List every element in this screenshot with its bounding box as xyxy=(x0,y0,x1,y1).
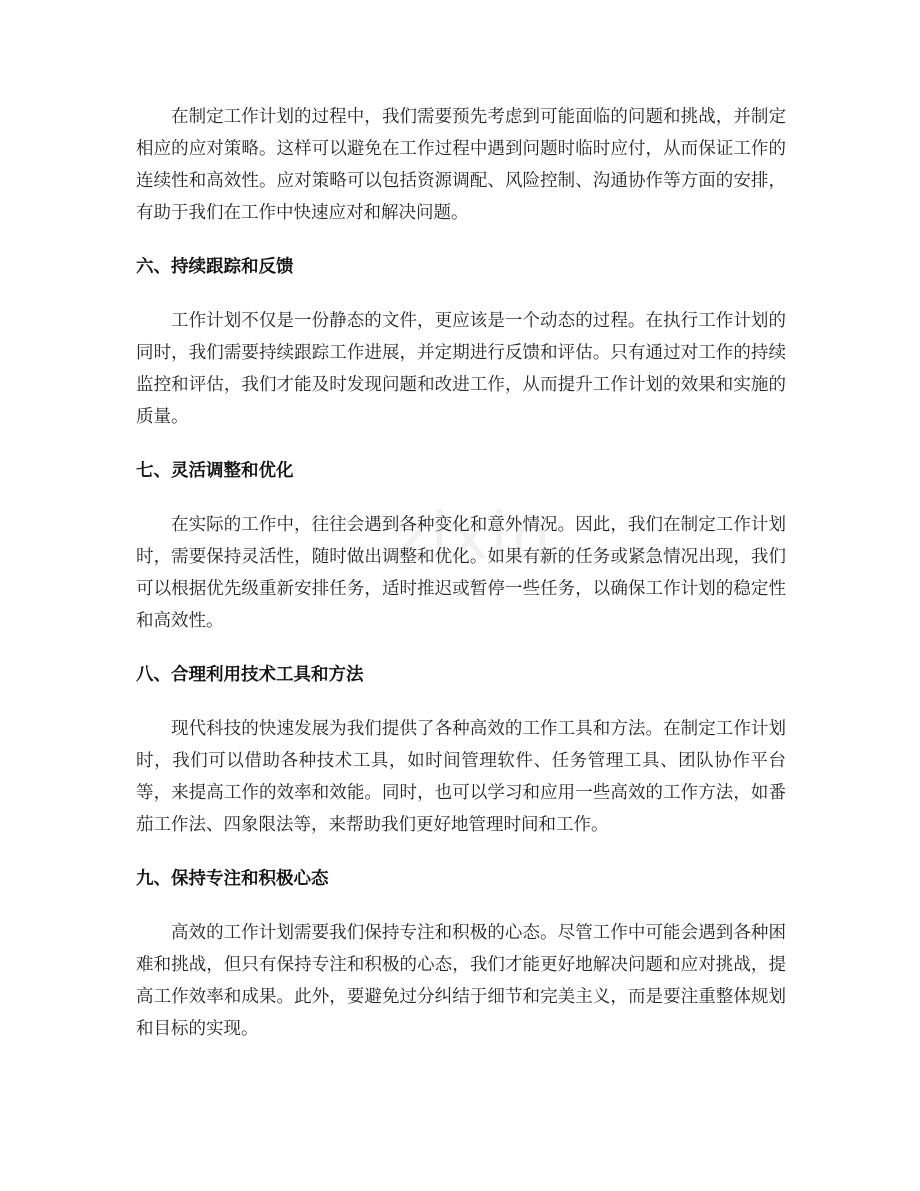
section-heading-9: 九、保持专注和积极心态 xyxy=(136,869,329,889)
section-paragraph-9: 高效的工作计划需要我们保持专注和积极的心态。尽管工作中可能会遇到各种困难和挑战，但只有保持专注和积极的心态，我们才能更好地解决问题和应对挑战，提高工作效率和成果。此外，要避免过分纠结于细节和完美主义，而是要注重整体规划和目标的实现。 xyxy=(136,923,786,1039)
section-heading-6: 六、持续跟踪和反馈 xyxy=(136,257,294,277)
intro-paragraph: 在制定工作计划的过程中，我们需要预先考虑到可能面临的问题和挑战，并制定相应的应对策略。这样可以避免在工作过程中遇到问题时临时应付，从而保证工作的连续性和高效性。应对策略可以包括资源调配、风险控制、沟通协作等方面的安排，有助于我们在工作中快速应对和解决问题。 xyxy=(136,107,786,223)
section-heading-7: 七、灵活调整和优化 xyxy=(136,461,294,481)
watermark: zixin xyxy=(395,500,553,574)
section-paragraph-8: 现代科技的快速发展为我们提供了各种高效的工作工具和方法。在制定工作计划时，我们可以借助各种技术工具，如时间管理软件、任务管理工具、团队协作平台等，来提高工作的效率和效能。同时，也可以学习和应用一些高效的工作方法，如番茄工作法、四象限法等，来帮助我们更好地管理时间和工作。 xyxy=(136,719,786,835)
section-paragraph-6: 工作计划不仅是一份静态的文件，更应该是一个动态的过程。在执行工作计划的同时，我们需要持续跟踪工作进展，并定期进行反馈和评估。只有通过对工作的持续监控和评估，我们才能及时发现问题和改进工作，从而提升工作计划的效果和实施的质量。 xyxy=(136,311,786,427)
section-heading-8: 八、合理利用技术工具和方法 xyxy=(136,665,364,685)
document-body xyxy=(136,101,786,1045)
section-paragraph-7: 在实际的工作中，往往会遇到各种变化和意外情况。因此，我们在制定工作计划时，需要保持灵活性，随时做出调整和优化。如果有新的任务或紧急情况出现，我们可以根据优先级重新安排任务，适时推迟或暂停一些任务，以确保工作计划的稳定性和高效性。 xyxy=(136,515,786,631)
